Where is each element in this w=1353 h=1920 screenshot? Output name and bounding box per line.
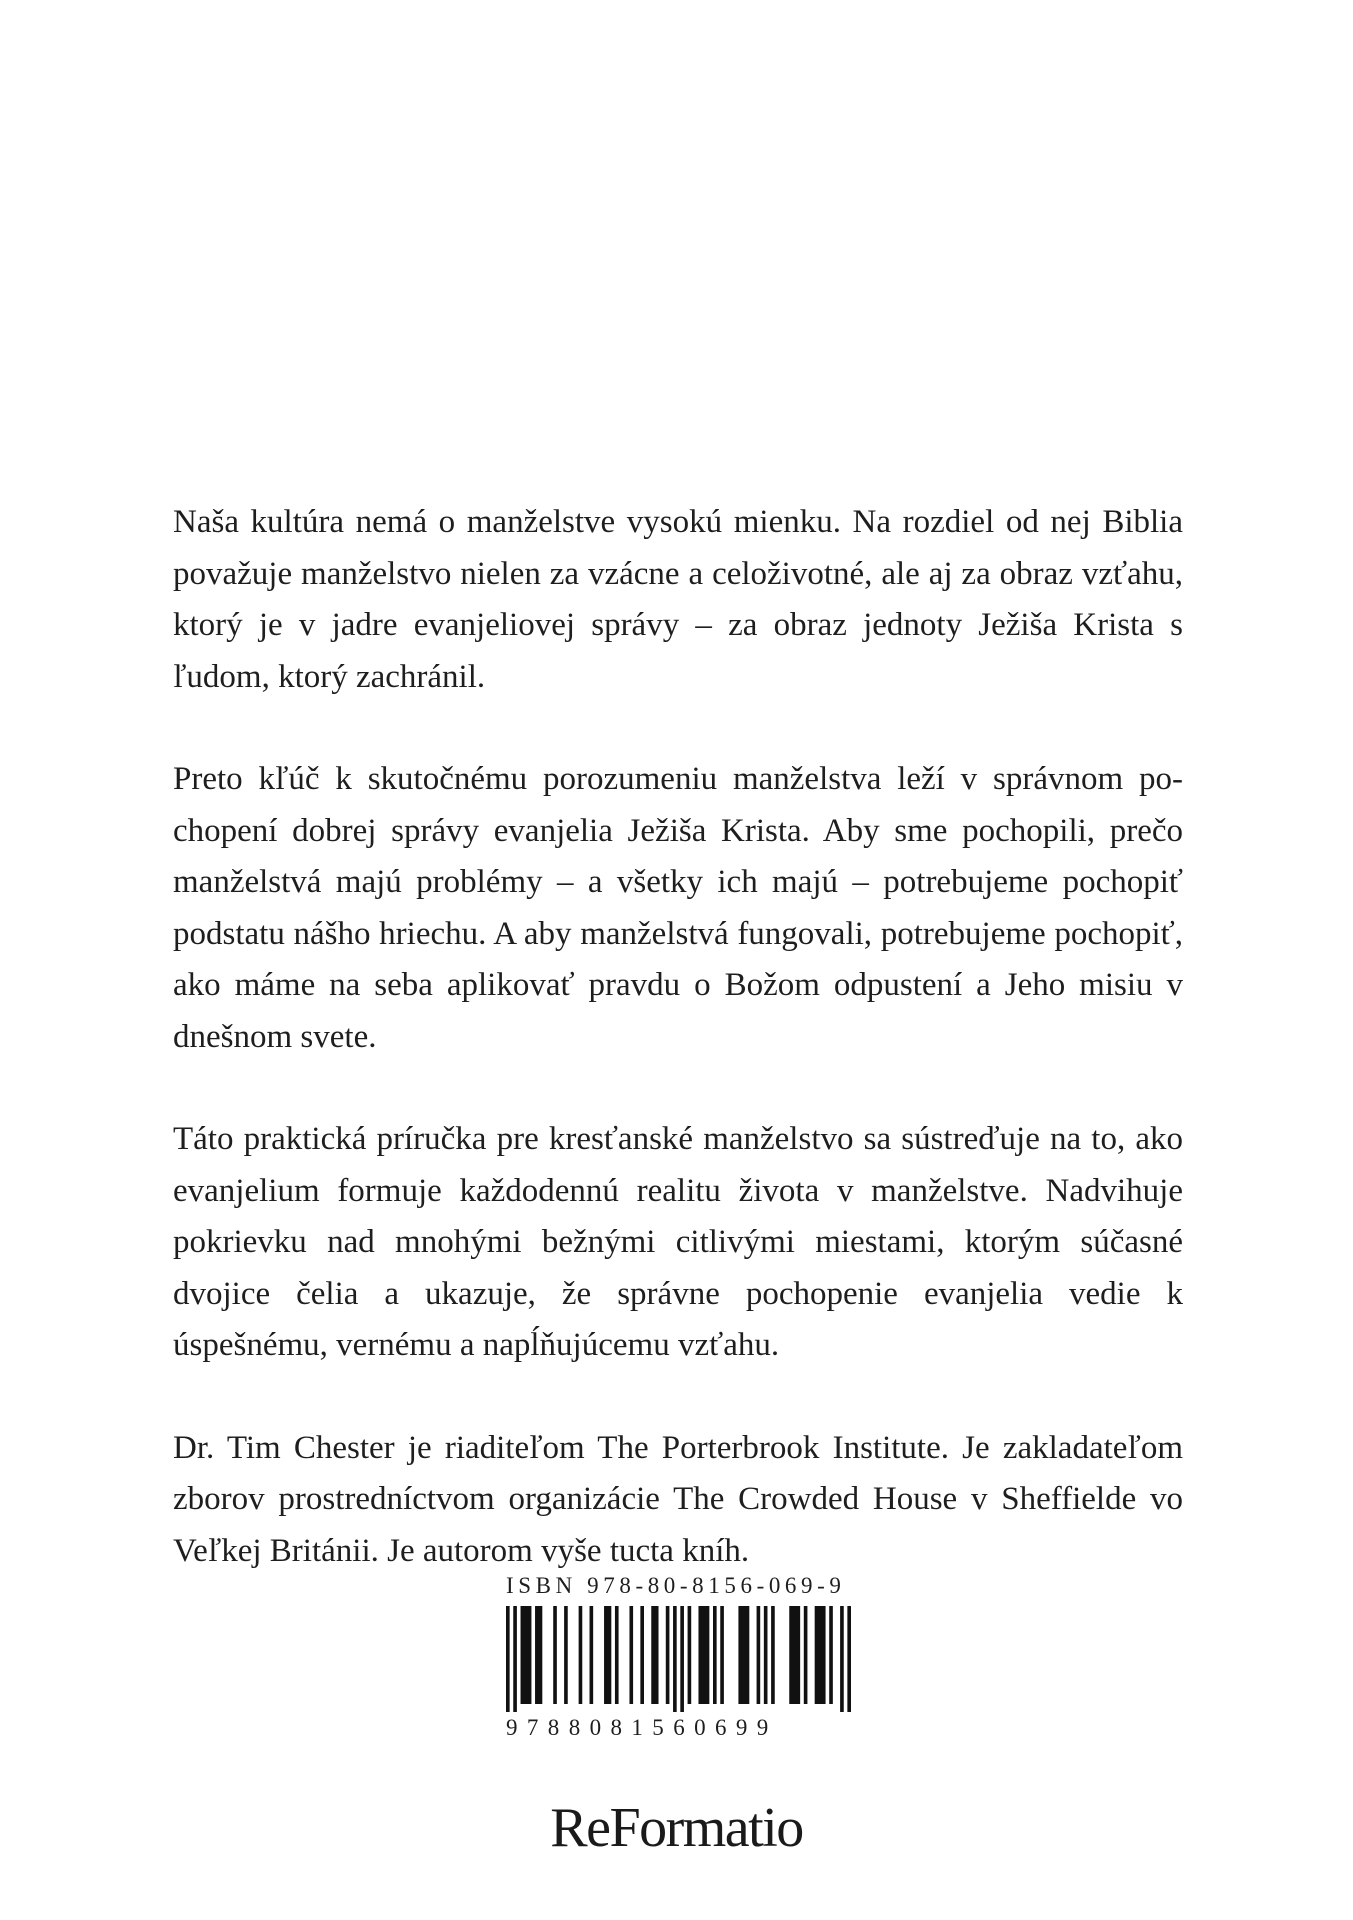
publisher-logo: ReFormatio	[550, 1797, 803, 1859]
barcode-guard-bar	[506, 1606, 510, 1712]
isbn-label: ISBN 978-80-8156-069-9	[506, 1573, 846, 1598]
blurb-paragraph-3: Táto praktická príručka pre kresťanské manželstvo sa sústreďuje na to, ako evanjelium formuje každodennú realitu života v manželstve. Nadvihuje pokrievku nad mnohými bežnými citlivými miestami, ktorým súčasné dvojice čelia a ukazuje, že správne pochopenie evanjelia vedie k úspešnému, vernému a napĺňujúcemu vzťahu.	[173, 1121, 1183, 1363]
blurb-paragraph-1: Naša kultúra nemá o manželstve vysokú mienku. Na rozdiel od nej Biblia považuje manželstvo nielen za vzácne a celoživotné, ale aj za obraz vzťahu, ktorý je v jadre evanjeliovej správy – za obraz jednoty Ježiša Krista s ľudom, ktorý zachránil.	[173, 504, 1183, 695]
barcode-bar	[713, 1606, 717, 1704]
barcode-guard-bar	[673, 1606, 677, 1712]
barcode-bar	[615, 1606, 619, 1704]
barcode-bar	[688, 1606, 692, 1704]
barcode-bar	[804, 1606, 808, 1704]
barcode-digits: 9788081560699	[506, 1715, 778, 1740]
barcode-bar	[604, 1606, 611, 1704]
blurb-paragraph-2: Preto kľúč k skutočnému porozumeniu manželstva leží v správnom pochopení dobrej správy evanjelia Ježiša Krista. Aby sme pochopili, prečo manželstvá majú problémy – a všetky ich majú – potrebujeme pochopiť podstatu nášho hriechu. A aby manželstvá fungovali, potrebujeme pochopiť, ako máme na seba aplikovať pravdu o Božom odpustení a Jeho misiu v dnešnom svete.	[173, 761, 1183, 1055]
barcode-guard-bar	[680, 1606, 684, 1712]
barcode-bar	[553, 1606, 557, 1704]
barcode-icon	[506, 1606, 851, 1712]
barcode-bar	[564, 1606, 568, 1704]
barcode-bar	[764, 1606, 768, 1704]
isbn-barcode-block	[506, 1572, 851, 1742]
barcode-bar	[521, 1606, 532, 1704]
barcode-bar	[651, 1606, 658, 1704]
barcode-bar	[590, 1606, 594, 1704]
barcode-bar	[666, 1606, 670, 1704]
barcode-guard-bar	[840, 1606, 844, 1712]
author-bio: Dr. Tim Chester je riaditeľom The Porterbrook Institute. Je zakladateľom zborov prostredníctvom organizácie The Crowded House v Sheffielde vo Veľkej Británii. Je autorom vyše tucta kníh.	[173, 1429, 1183, 1569]
barcode-bar	[640, 1606, 644, 1704]
barcode-bar	[629, 1606, 633, 1704]
barcode-bar	[720, 1606, 724, 1704]
barcode-bar	[757, 1606, 761, 1704]
barcode-bar	[815, 1606, 826, 1704]
barcode-bar	[535, 1606, 542, 1704]
barcode-guard-bar	[513, 1606, 517, 1712]
barcode-guard-bar	[847, 1606, 851, 1712]
barcode-bar	[579, 1606, 583, 1704]
barcode-bar	[698, 1606, 709, 1704]
back-cover-blurb	[173, 497, 1183, 1577]
barcode-bar	[738, 1606, 749, 1704]
barcode-bar	[789, 1606, 800, 1704]
barcode-bar	[771, 1606, 775, 1704]
barcode-bar	[829, 1606, 833, 1704]
